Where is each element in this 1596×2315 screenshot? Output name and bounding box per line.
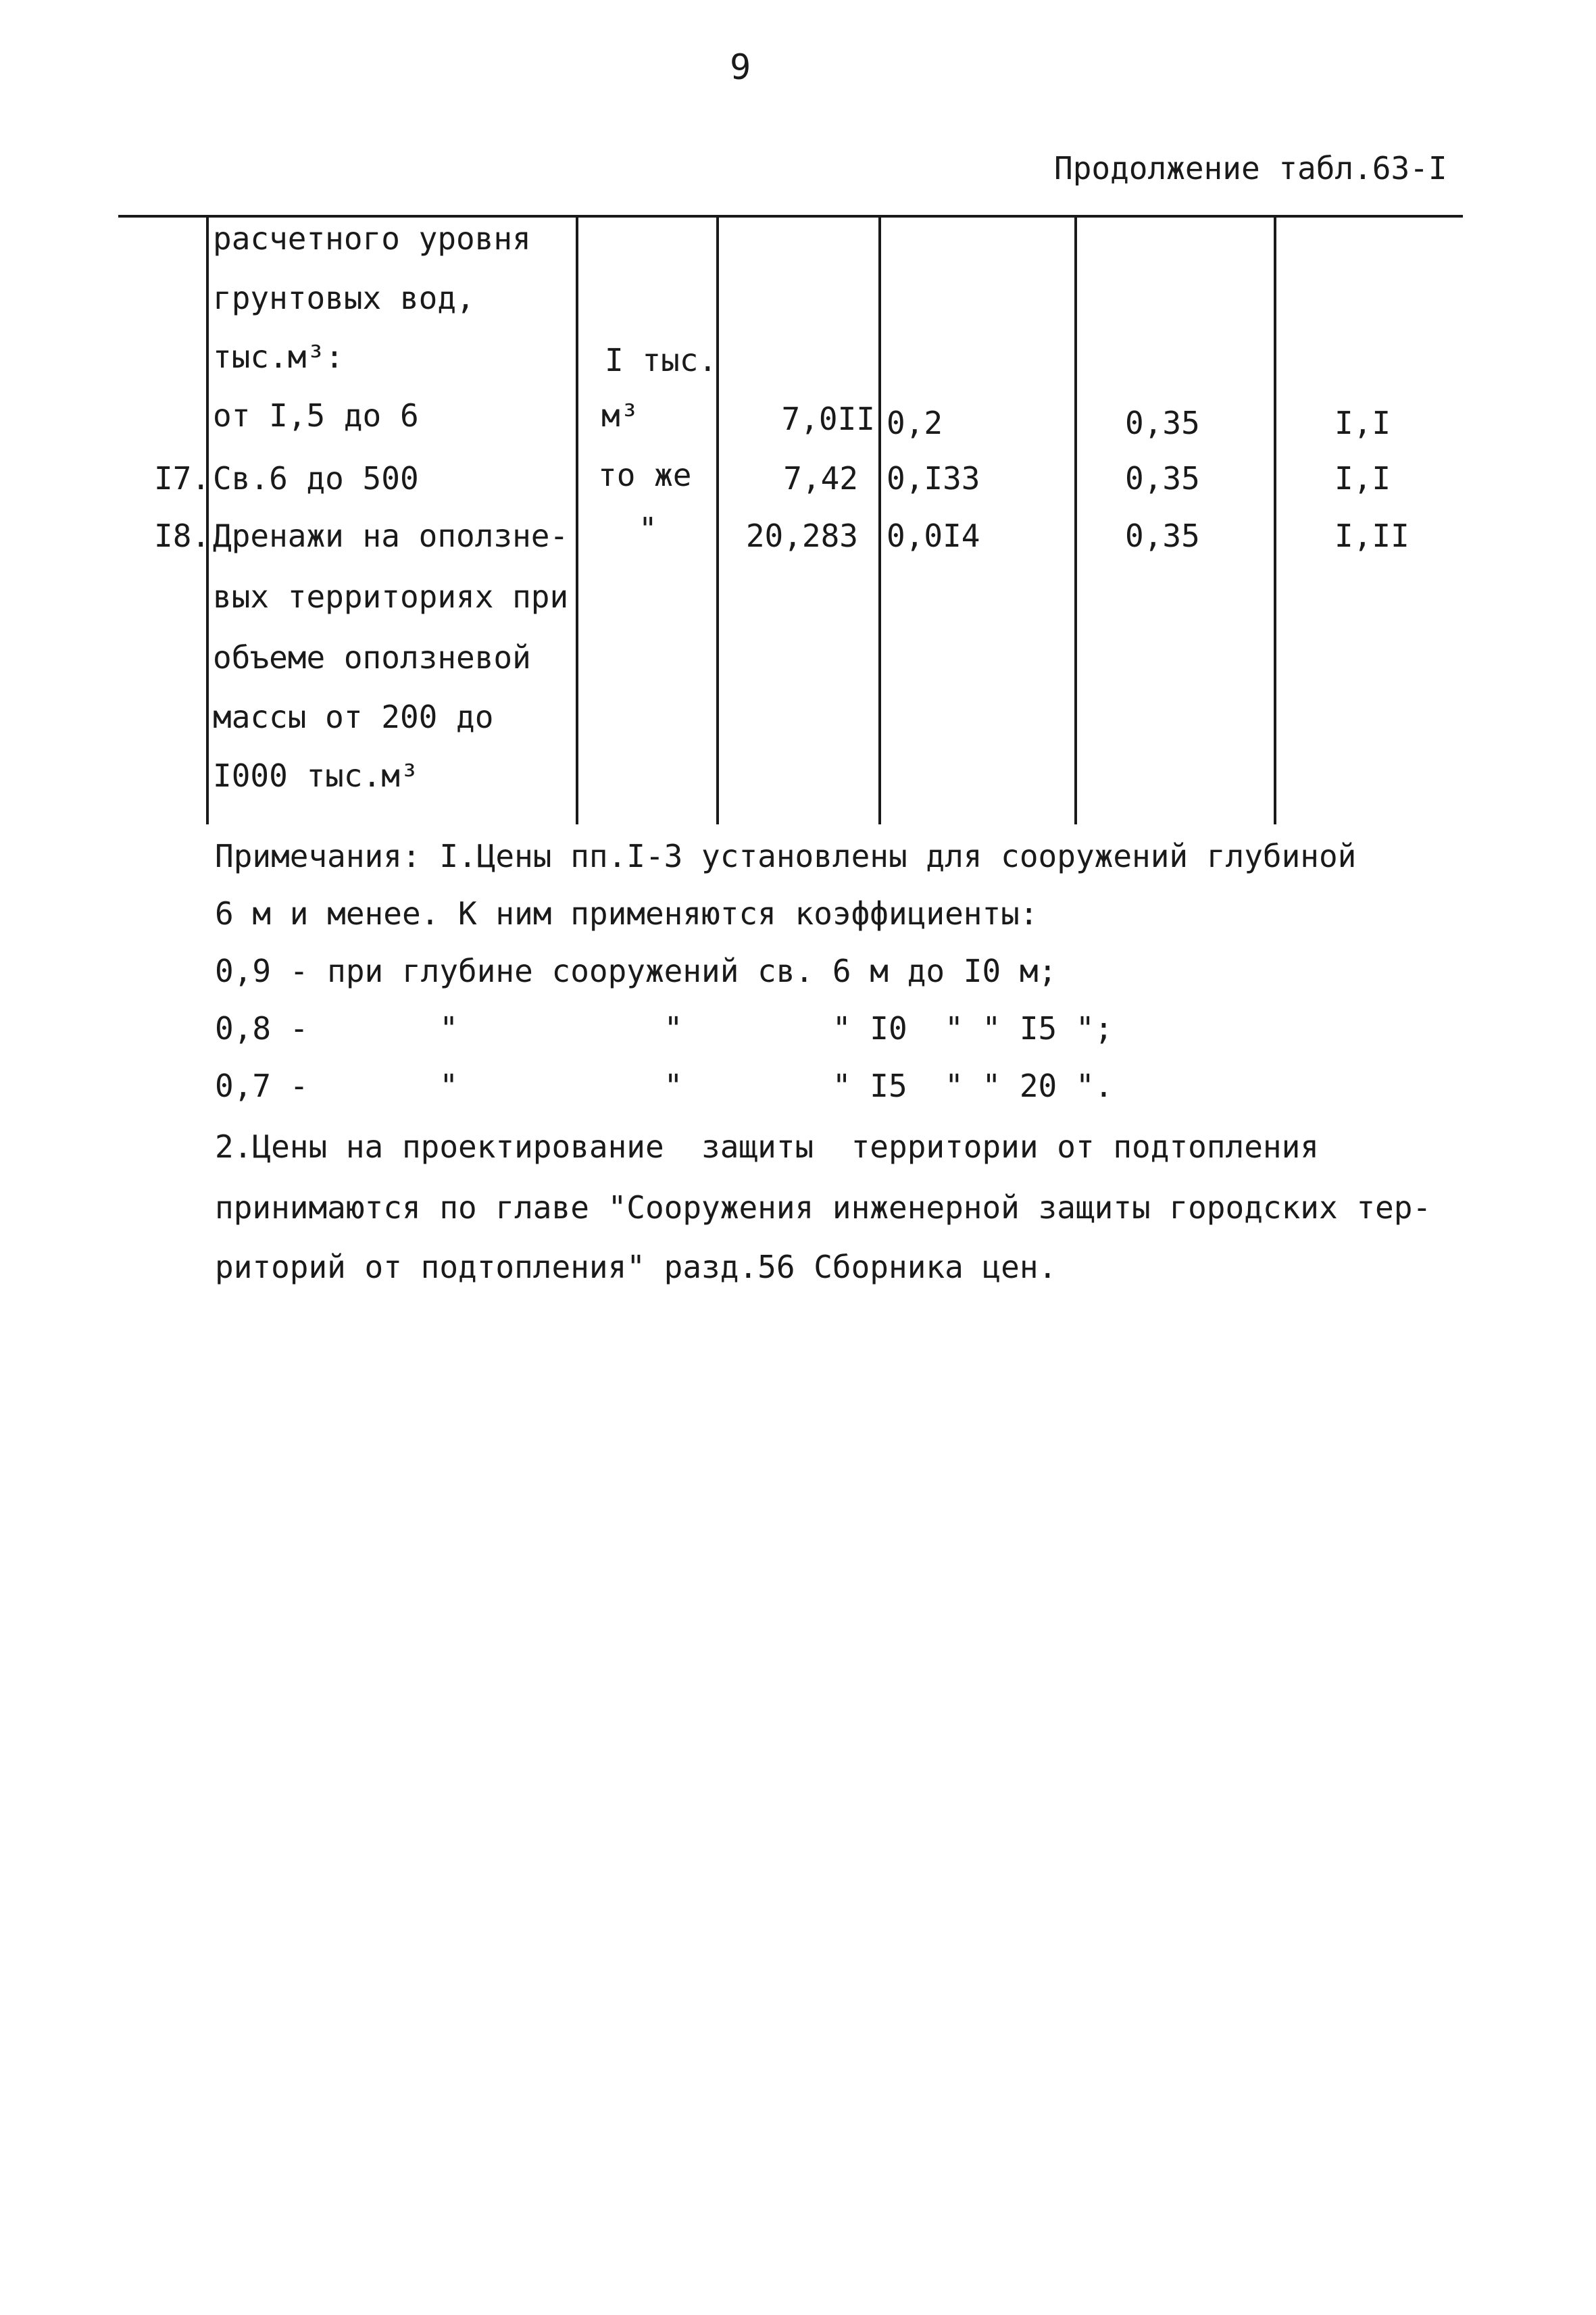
table-continuation-label: Продолжение табл.63-I (1054, 150, 1447, 186)
table-cell-name: объеме оползневой (213, 639, 531, 676)
table-cell-price1: 20,283 (745, 518, 858, 554)
table-cell-unit: м³ (601, 397, 639, 434)
table-cell-num: I8. (154, 518, 211, 554)
note-line: 0,9 - при глубине сооружений св. 6 м до I0 м; (215, 953, 1057, 989)
table-cell-category: I,I (1335, 460, 1391, 497)
table-cell-name: Св.6 до 500 (213, 460, 419, 497)
table-cell-name: Дренажи на оползне- (213, 518, 569, 554)
table-cell-name: I000 тыс.м³ (213, 757, 419, 794)
note-line: 2.Цены на проектирование защиты территории от подтопления (215, 1128, 1319, 1165)
table-cell-category: I,II (1335, 518, 1410, 554)
note-line: 6 м и менее. К ним применяются коэффициенты: (215, 895, 1039, 932)
table-cell-name: расчетного уровня (213, 220, 531, 257)
table-top-rule (118, 215, 1463, 218)
table-cell-name: грунтовых вод, (213, 280, 475, 316)
table-cell-num: I7. (154, 460, 211, 497)
table-cell-price2: 0,I33 (887, 460, 980, 497)
table-cell-price2: 0,0I4 (887, 518, 980, 554)
col-divider-3 (716, 215, 719, 824)
table-cell-coef: 0,35 (1125, 405, 1200, 441)
table-cell-price1: 7,0II (781, 401, 875, 437)
table-cell-coef: 0,35 (1125, 460, 1200, 497)
col-divider-5 (1074, 215, 1077, 824)
table-cell-name: от I,5 до 6 (213, 397, 419, 434)
table-cell-name: тыс.м³: (213, 339, 344, 375)
col-divider-4 (878, 215, 881, 824)
table-cell-category: I,I (1335, 405, 1391, 441)
col-divider-2 (576, 215, 578, 824)
table-cell-unit: то же (598, 457, 692, 493)
table-cell-coef: 0,35 (1125, 518, 1200, 554)
table-cell-name: массы от 200 до (213, 699, 494, 735)
table-cell-price1: 7,42 (783, 460, 858, 497)
table-cell-price2: 0,2 (887, 405, 943, 441)
note-line: риторий от подтопления" разд.56 Сборника цен. (215, 1249, 1057, 1285)
table-cell-unit: " (639, 511, 657, 547)
table-cell-name: вых территориях при (213, 578, 569, 615)
note-line: 0,7 - " " " I5 " " 20 ". (215, 1068, 1114, 1104)
note-line: 0,8 - " " " I0 " " I5 "; (215, 1010, 1114, 1047)
page-number: 9 (730, 47, 751, 88)
note-line: принимаются по главе "Сооружения инженерной защиты городских тер- (215, 1189, 1432, 1226)
table-cell-unit: I тыс. (605, 342, 718, 378)
col-divider-6 (1274, 215, 1276, 824)
note-line: Примечания: I.Цены пп.I-3 установлены для сооружений глубиной (215, 838, 1357, 874)
